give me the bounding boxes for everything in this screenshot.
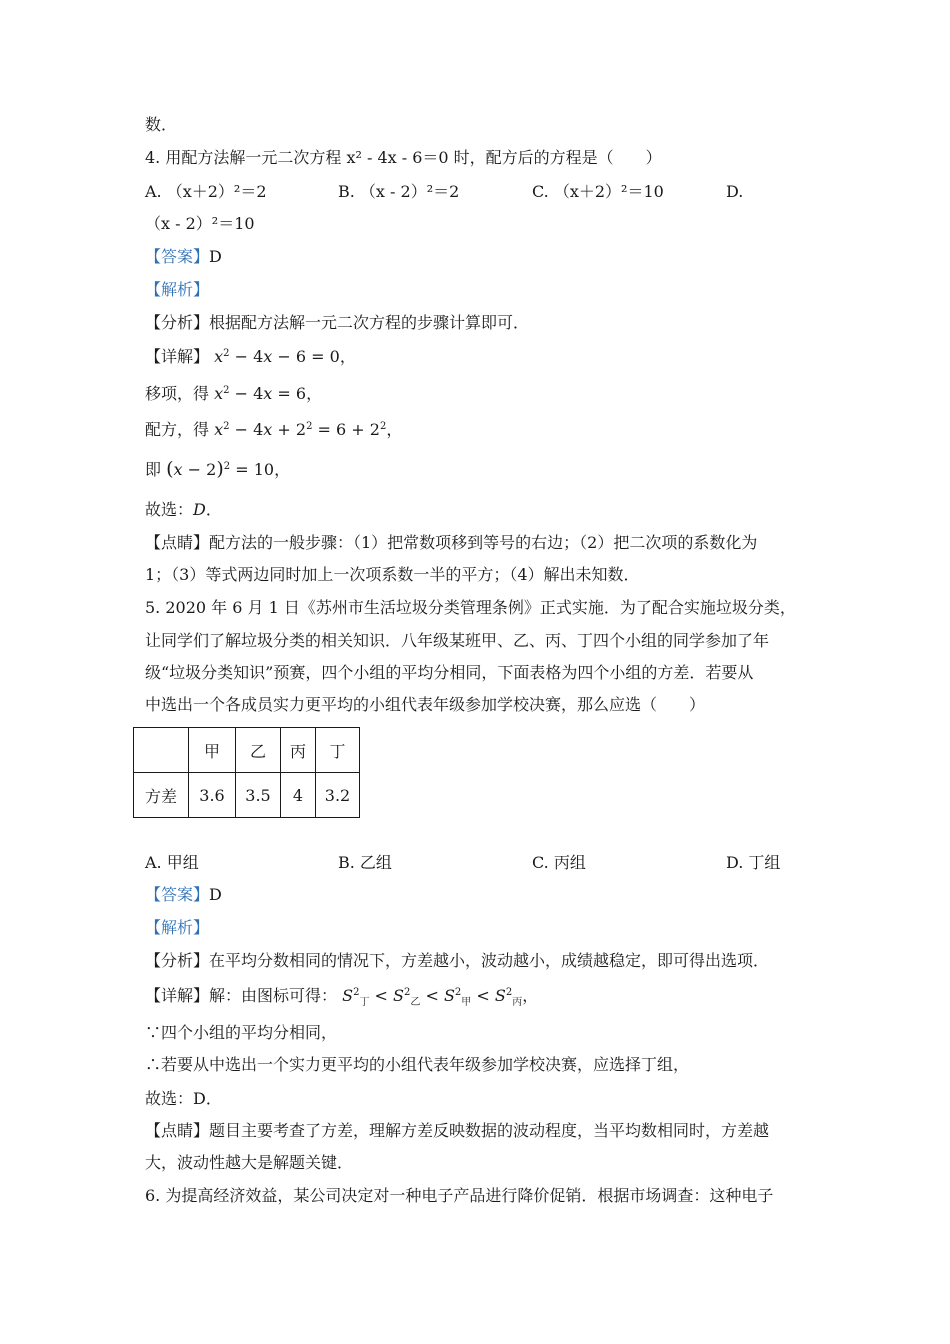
q4-option-d-expression: （x - 2）²＝10 (145, 214, 255, 233)
equation-complete-square: $x^2 - 4x + 2^2 = 6 + 2^2$ (214, 420, 387, 439)
answer-tag: 【答案】 (145, 247, 210, 266)
q5-stem-line3: 级“垃圾分类知识”预赛，四个小组的平均分相同，下面表格为四个小组的方差．若要从 (145, 663, 754, 682)
q5-stem-line1: 5. 2020 年 6 月 1 日《苏州市生活垃圾分类管理条例》正式实施．为了配合实施垃圾分类， (145, 598, 796, 617)
q5-choose: 故选：D． (145, 1089, 222, 1108)
table-cell: 4 (281, 773, 316, 818)
table-header-cell: 丁 (316, 728, 360, 773)
q4-option-b: B. （x - 2）²＝2 (338, 182, 460, 201)
q4-fenxi: 【分析】根据配方法解一元二次方程的步骤计算即可． (145, 313, 530, 332)
q4-option-d: D. (726, 182, 744, 201)
answer-value: D (209, 247, 222, 266)
q5-stem-line4: 中选出一个各成员实力更平均的小组代表年级参加学校决赛，那么应选（ ） (145, 695, 706, 714)
q4-analysis-tag: 【解析】 (145, 280, 210, 299)
variance-table (133, 727, 360, 818)
table-cell: 3.5 (236, 773, 281, 818)
table-header-row (134, 728, 360, 773)
detail-tag: 【详解】 (145, 347, 210, 366)
q5-stem-line2: 让同学们了解垃圾分类的相关知识．八年级某班甲、乙、丙、丁四个小组的同学参加了年 (145, 631, 770, 650)
q5-option-c: C. 丙组 (532, 853, 586, 872)
q6-stem-line1: 6. 为提高经济效益，某公司决定对一种电子产品进行降价促销．根据市场调查：这种电子 (145, 1186, 774, 1205)
table-cell: 3.6 (189, 773, 236, 818)
q4-stem: 4. 用配方法解一元二次方程 x² - 4x - 6＝0 时，配方后的方程是（ ） (145, 148, 662, 167)
table-row-label: 方差 (134, 773, 189, 818)
q4-option-a: A. （x＋2）²＝2 (145, 182, 267, 201)
q5-fenxi: 【分析】在平均分数相同的情况下，方差越小，波动越小，成绩越稳定，即可得出选项． (145, 951, 770, 970)
prev-question-fragment: 数． (145, 115, 178, 134)
q5-option-d: D. 丁组 (726, 853, 781, 872)
table-header-cell: 乙 (236, 728, 281, 773)
answer-tag: 【答案】 (145, 885, 210, 904)
equation-move-terms: $x^2 - 4x = 6$ (214, 384, 307, 403)
answer-value: D (209, 885, 222, 904)
table-header-cell: 甲 (189, 728, 236, 773)
q4-dianjing-line1: 【点睛】配方法的一般步骤：（1）把常数项移到等号的右边；（2）把二次项的系数化为 (145, 533, 758, 552)
q5-because: ∵四个小组的平均分相同， (145, 1023, 338, 1042)
q4-option-c: C. （x＋2）²＝10 (532, 182, 664, 201)
q4-dianjing-line2: 1；（3）等式两边同时加上一次项系数一半的平方；（4）解出未知数． (145, 565, 640, 584)
variance-inequality: $S^2_丁 < S^2_乙 < S^2_甲 < S^2_丙$ (342, 986, 523, 1008)
table-cell: 3.2 (316, 773, 360, 818)
table-header-cell: 丙 (281, 728, 316, 773)
q4-detail-step2: 移项，得 $x^2 - 4x = 6$， (145, 384, 323, 403)
q5-option-a: A. 甲组 (145, 853, 199, 872)
equation-original: $x^2 - 4x - 6 = 0$ (214, 347, 340, 366)
q5-detail: 【详解】解：由图标可得： $S^2_丁 < S^2_乙 < S^2_甲 < S^2_丙$， (145, 986, 539, 1008)
q5-dianjing-line2: 大，波动性越大是解题关键． (145, 1153, 354, 1172)
q5-option-b: B. 乙组 (338, 853, 392, 872)
q4-choose: 故选：D． (145, 500, 222, 519)
q4-answer (145, 246, 222, 268)
q5-therefore: ∴若要从中选出一个实力更平均的小组代表年级参加学校决赛，应选择丁组， (145, 1055, 690, 1074)
q5-answer (145, 884, 222, 906)
q5-dianjing-line1: 【点睛】题目主要考查了方差，理解方差反映数据的波动程度，当平均数相同时，方差越 (145, 1121, 770, 1140)
table-row (134, 773, 360, 818)
table-header-cell (134, 728, 189, 773)
q4-detail-step3: 配方，得 $x^2 - 4x + 2^2 = 6 + 2^2$， (145, 420, 403, 439)
q5-analysis-tag: 【解析】 (145, 918, 210, 937)
q4-detail-step4: 即 $(x - 2)^2 = 10$， (145, 458, 291, 480)
q4-detail-step1: 【详解】 $x^2 - 4x - 6 = 0$， (145, 347, 356, 366)
equation-result: $(x - 2)^2 = 10$ (166, 458, 275, 480)
